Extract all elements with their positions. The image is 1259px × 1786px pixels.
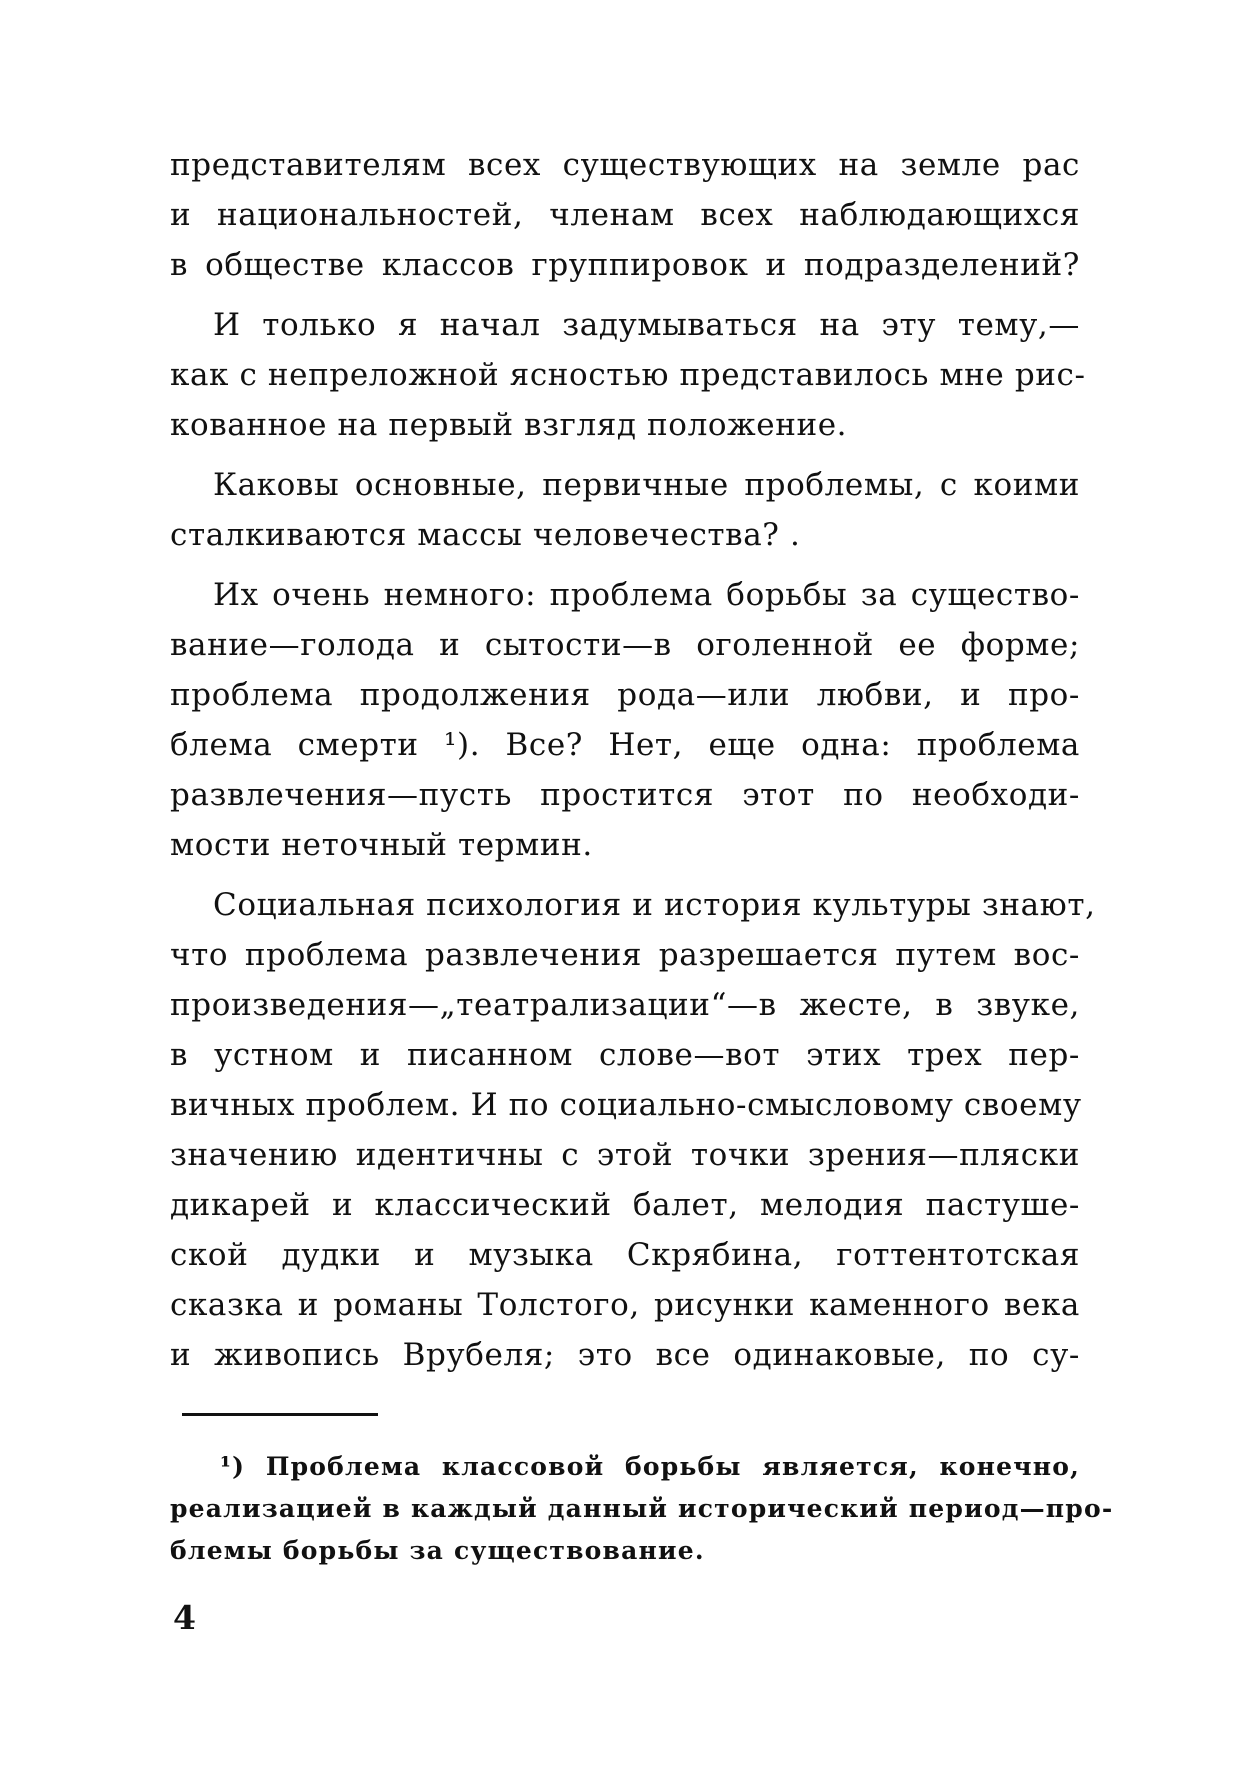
paragraph-start: Каковы основные, первичные проблемы, с коими (213, 467, 1080, 503)
page-number: 4 (173, 1598, 196, 1637)
text-line: значению идентичны с этой точки зрения—пляски (170, 1137, 1080, 1173)
text-line: вание—голода и сытости—в оголенной ее форме; (170, 627, 1080, 663)
text-line: вичных проблем. И по социально-смысловому своему (170, 1087, 1082, 1123)
text-line: произведения—„театрализации“—в жесте, в звуке, (170, 987, 1080, 1023)
text-line: дикарей и классический балет, мелодия пастуше- (170, 1187, 1080, 1223)
text-line: в устном и писанном слове—вот этих трех пер- (170, 1037, 1080, 1073)
footnote-divider (182, 1413, 378, 1416)
text-line: представителям всех существующих на земле рас (170, 147, 1080, 183)
paragraph-start: И только я начал задумываться на эту тему,— (213, 307, 1080, 343)
paragraph-start: Социальная психология и история культуры знают, (213, 887, 1096, 923)
text-line: развлечения—пусть простится этот по необходи- (170, 777, 1080, 813)
text-line: как с непреложной ясностью представилось мне рис- (170, 357, 1086, 393)
text-line: кованное на первый взгляд положение. (170, 407, 848, 443)
text-line: мости неточный термин. (170, 827, 593, 863)
main-text (170, 140, 1096, 1380)
text-line: ской дудки и музыка Скрябина, готтентотская (170, 1237, 1080, 1273)
text-line: в обществе классов группировок и подразделений? (170, 247, 1080, 283)
text-line: проблема продолжения рода—или любви, и про- (170, 677, 1080, 713)
text-line: что проблема развлечения разрешается путем вос- (170, 937, 1080, 973)
footnote-line: реализацией в каждый данный исторический период—про- (170, 1494, 1114, 1523)
footnote-line: ¹) Проблема классовой борьбы является, конечно, (220, 1452, 1080, 1481)
paragraph-start: Их очень немного: проблема борьбы за существо- (213, 577, 1080, 613)
text-line: сталкиваются массы человечества? . (170, 517, 801, 553)
text-line: и живопись Врубеля; это все одинаковые, по су- (170, 1337, 1080, 1373)
footnote (170, 1446, 1114, 1572)
text-line: и национальностей, членам всех наблюдающихся (170, 197, 1080, 233)
footnote-line: блемы борьбы за существование. (170, 1536, 705, 1565)
text-line: сказка и романы Толстого, рисунки каменного века (170, 1287, 1080, 1323)
text-line: блема смерти ¹). Все? Нет, еще одна: проблема (170, 727, 1080, 763)
